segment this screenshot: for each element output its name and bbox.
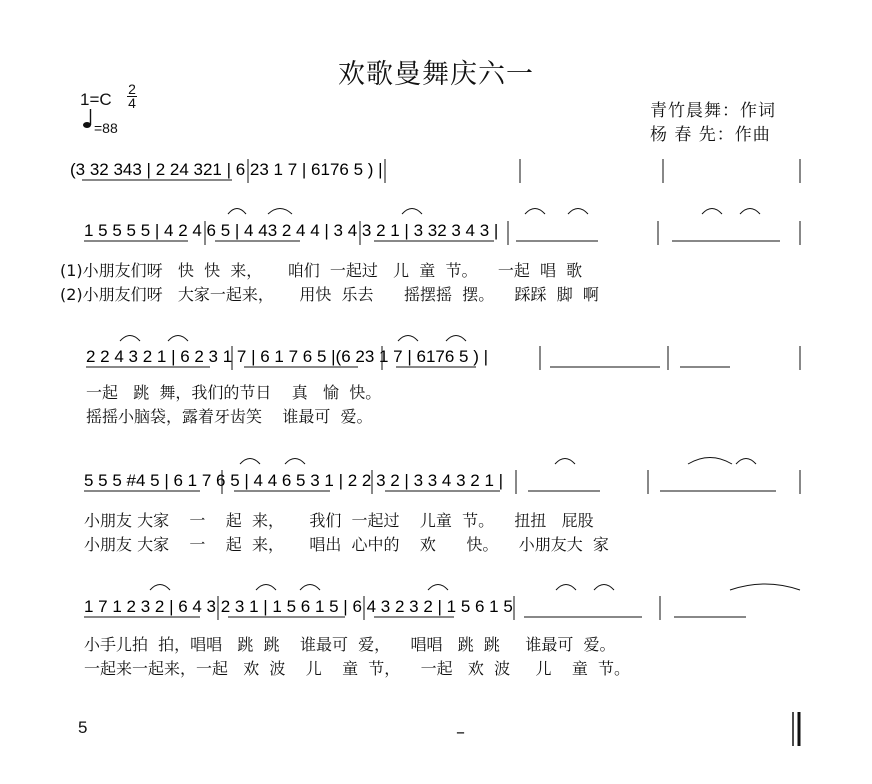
lyric-line-4-verse-2: 小朋友 大家 一 起 来， 唱出 心中的 欢 快。 小朋友大 家 — [84, 535, 609, 554]
tempo-value: =88 — [94, 120, 118, 136]
tie-arc — [428, 585, 448, 591]
notation-line-3: 2 2 4 3 2 1 | 6 2 3 1 7 | 6 1 7 6 5 |(6 23 1 7 | 6176 5 ) | — [86, 347, 489, 366]
meter-top: 2 — [128, 81, 136, 97]
tie-arc — [525, 209, 545, 215]
lyric-line-5-verse-1: 小手儿拍 拍，唱唱 跳 跳 谁最可 爱， 唱唱 跳 跳 谁最可 爱。 — [84, 635, 616, 654]
tie-arc — [168, 336, 188, 342]
key-signature: 1=C — [80, 90, 112, 109]
song-title: 欢歌曼舞庆六一 — [338, 59, 534, 90]
tie-arc — [228, 209, 246, 215]
lyricist-credit: 青竹晨舞：作词 — [650, 101, 776, 121]
tie-arc — [398, 336, 418, 342]
tie-arc — [555, 459, 575, 465]
tie-arc — [688, 458, 732, 465]
tie-arc — [594, 585, 614, 591]
lyric-line-2-verse-2: (2)小朋友们呀 大家一起来， 用快 乐去 摇摆摇 摆。 踩踩 脚 啊 — [60, 285, 599, 304]
staff-line-2 — [84, 209, 800, 246]
staff-line-5 — [84, 584, 800, 620]
tie-arc — [740, 209, 760, 215]
tie-arc — [285, 459, 305, 465]
notation-line-5: 1 7 1 2 3 2 | 6 4 3 2 3 1 | 1 5 6 1 5 | 6 4 3 2 3 2 | 1 5 6 1 5 — [84, 597, 513, 616]
tie-arc — [556, 585, 576, 591]
lyric-line-5-verse-2: 一起来一起来，一起 欢 波 儿 童 节， 一起 欢 波 儿 童 节。 — [84, 659, 631, 678]
tie-arc — [402, 209, 422, 215]
page-dash: – — [456, 722, 465, 743]
lyric-line-3-verse-1: 一起 跳 舞，我们的节日 真 愉 快。 — [86, 383, 382, 402]
tie-arc — [300, 585, 320, 591]
composer-credit: 杨 春 先：作曲 — [650, 125, 771, 145]
tie-arc — [150, 585, 170, 591]
meter-bottom: 4 — [128, 95, 136, 111]
tie-arc — [736, 459, 756, 465]
tie-arc — [730, 584, 800, 590]
final-barline — [793, 712, 799, 746]
lyric-line-4-verse-1: 小朋友 大家 一 起 来， 我们 一起过 儿童 节。 扭扭 屁股 — [84, 511, 594, 530]
staff-line-3 — [86, 336, 800, 371]
tie-arc — [240, 459, 260, 465]
page-marker: 5 — [78, 718, 88, 737]
staff-line-1 — [70, 159, 800, 183]
notation-line-2: 1 5 5 5 5 | 4 2 4 6 5 | 4 43 2 4 4 | 3 4 3 2 1 | 3 32 3 4 3 | — [84, 221, 499, 240]
tie-arc — [268, 209, 292, 215]
tie-arc — [120, 336, 140, 342]
tie-arc — [256, 585, 276, 591]
lyric-line-3-verse-2: 摇摇小脑袋，露着牙齿笑 谁最可 爱。 — [86, 407, 373, 426]
notation-line-1: (3 32 343 | 2 24 321 | 6 23 1 7 | 6176 5 ) | — [70, 160, 383, 179]
tie-arc — [568, 209, 588, 215]
staff-line-4 — [84, 458, 800, 495]
tie-arc — [702, 209, 722, 215]
tie-arc — [446, 336, 466, 342]
lyric-line-2-verse-1: (1)小朋友们呀 快 快 来， 咱们 一起过 儿 童 节。 一起 唱 歌 — [60, 261, 583, 280]
notation-line-4: 5 5 5 #4 5 | 6 1 7 6 5 | 4 4 6 5 3 1 | 2 2 3 2 | 3 3 4 3 2 1 | — [84, 471, 504, 490]
